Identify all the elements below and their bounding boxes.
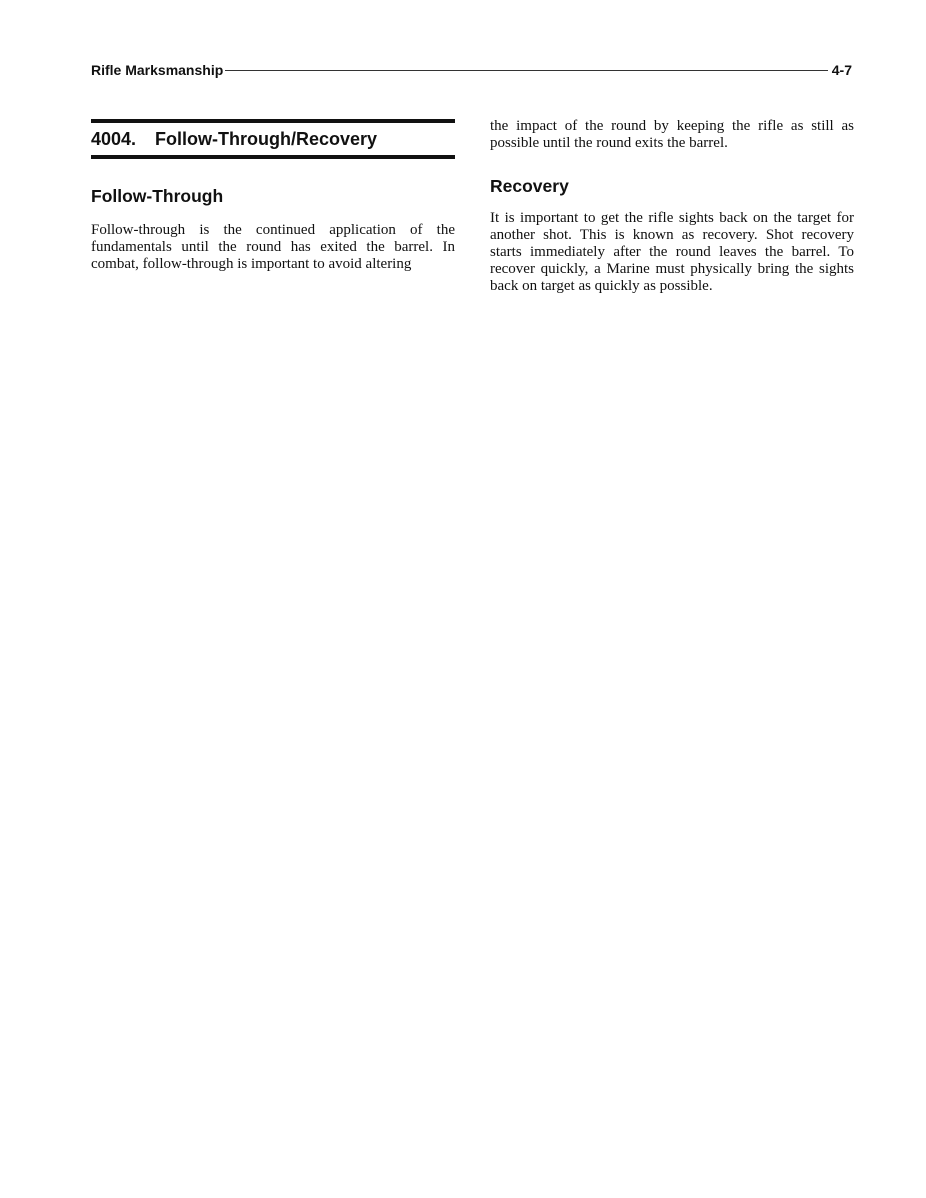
continued-paragraph: the impact of the round by keeping the rifle as still as possible until the round exits the barrel. [490, 118, 854, 151]
section-heading [91, 129, 377, 150]
recovery-heading: Recovery [490, 176, 569, 196]
running-header [91, 60, 852, 80]
follow-through-heading: Follow-Through [91, 186, 224, 206]
section-title: Follow-Through/Recovery [155, 129, 378, 149]
recovery-paragraph: It is important to get the rifle sights back on the target for another shot. This is known as recovery. Shot recovery starts immediately after the round leaves the barrel. To recover quickly, a Marine must physically bring the sights back on target as quickly as possible. [490, 210, 854, 294]
page-number: 4-7 [831, 62, 852, 78]
running-header-title: Rifle Marksmanship [91, 62, 224, 78]
section-heading-box [91, 119, 455, 159]
section-number: 4004. [91, 129, 137, 149]
header-rule [225, 70, 828, 71]
follow-through-paragraph: Follow-through is the continued application of the fundamentals until the round has exited the barrel. In combat, follow-through is important to avoid altering [91, 222, 455, 272]
